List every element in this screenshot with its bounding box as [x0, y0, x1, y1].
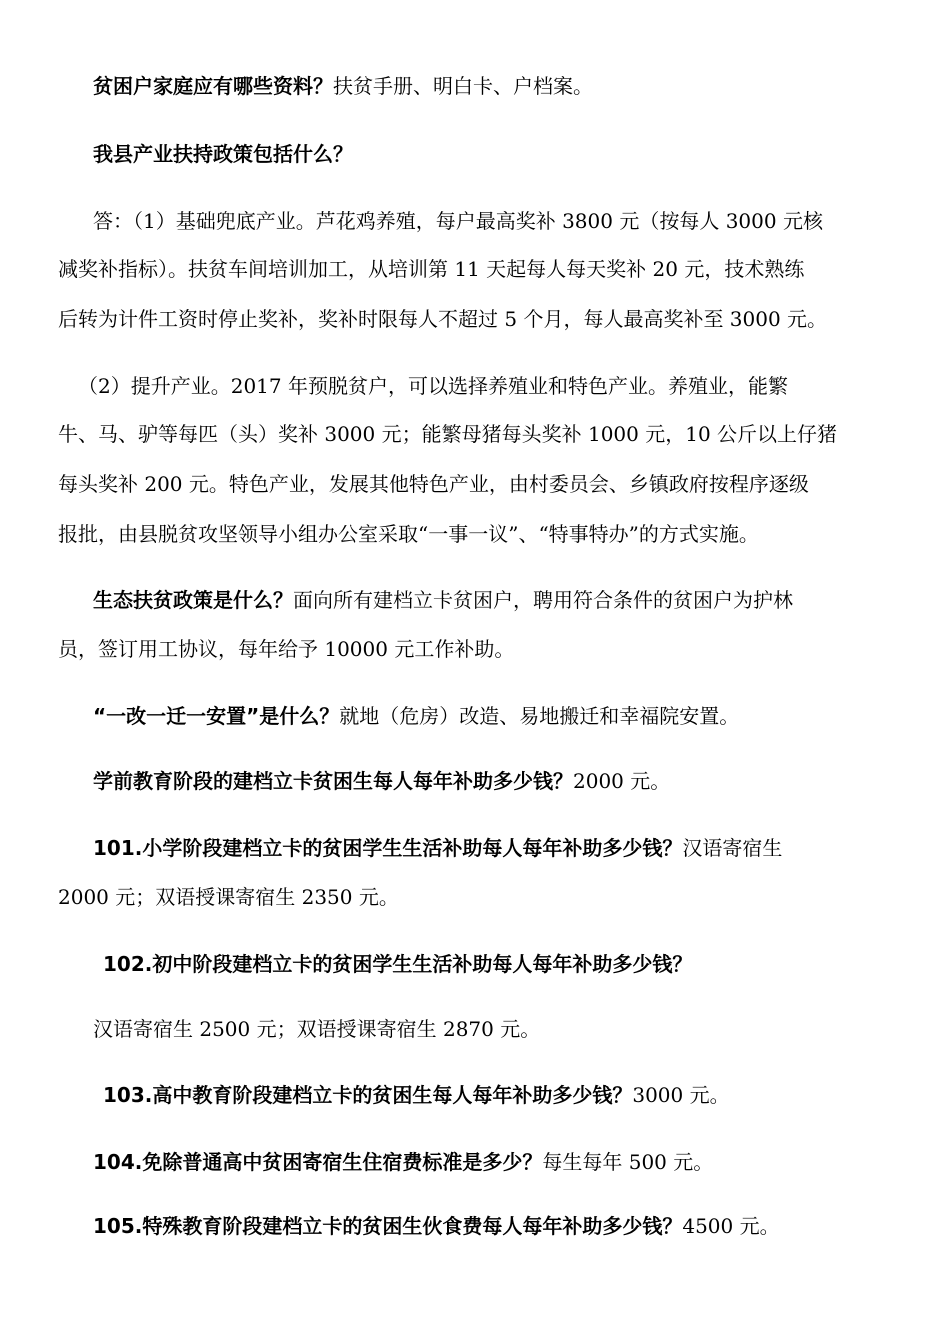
question-text: 102.初中阶段建档立卡的贫困学生生活补助每人每年补助多少钱？	[103, 952, 693, 976]
paragraph-line: 答：（1）基础兜底产业。芦花鸡养殖，每户最高奖补 3800 元（按每人 3000 元核	[93, 209, 823, 233]
question-text: 104.免除普通高中贫困寄宿生住宿费标准是多少？	[93, 1150, 543, 1174]
paragraph-line: 减奖补指标）。扶贫车间培训加工，从培训第 11 天起每人每天奖补 20 元，技术熟练	[58, 257, 805, 281]
qa-line	[93, 767, 670, 795]
question-text: 105.特殊教育阶段建档立卡的贫困生伙食费每人每年补助多少钱？	[93, 1214, 683, 1238]
question-text: 生态扶贫政策是什么？	[93, 588, 293, 612]
paragraph-line: 牛、马、驴等每匹（头）奖补 3000 元；能繁母猪每头奖补 1000 元，10 公斤以上仔猪	[58, 422, 838, 446]
qa-line	[93, 1148, 713, 1176]
question-text: 101.小学阶段建档立卡的贫困学生生活补助每人每年补助多少钱？	[93, 836, 683, 860]
qa-line	[103, 950, 692, 978]
qa-line	[93, 72, 593, 100]
answer-continuation: 2000 元；双语授课寄宿生 2350 元。	[58, 885, 399, 909]
paragraph-line: 每头奖补 200 元。特色产业，发展其他特色产业，由村委员会、乡镇政府按程序逐级	[58, 472, 809, 496]
paragraph-line: （2）提升产业。2017 年预脱贫户，可以选择养殖业和特色产业。养殖业，能繁	[78, 374, 788, 398]
answer-text: 每生每年 500 元。	[542, 1150, 714, 1174]
answer-line: 汉语寄宿生 2500 元；双语授课寄宿生 2870 元。	[93, 1017, 541, 1041]
answer-text: 2000 元。	[573, 769, 671, 793]
answer-text: 汉语寄宿生	[682, 836, 783, 860]
answer-text: 就地（危房）改造、易地搬迁和幸福院安置。	[339, 704, 740, 728]
answer-text: 扶贫手册、明白卡、户档案。	[333, 74, 593, 98]
paragraph-line: 后转为计件工资时停止奖补，奖补时限每人不超过 5 个月，每人最高奖补至 3000 元。	[58, 307, 828, 331]
answer-text: 面向所有建档立卡贫困户，聘用符合条件的贫困户为护林	[293, 588, 793, 612]
answer-text: 3000 元。	[632, 1083, 730, 1107]
qa-line	[103, 1081, 730, 1109]
question-text: 我县产业扶持政策包括什么？	[93, 142, 353, 166]
qa-line	[93, 834, 782, 862]
question-text: 学前教育阶段的建档立卡贫困生每人每年补助多少钱？	[93, 769, 573, 793]
paragraph-line: 报批，由县脱贫攻坚领导小组办公室采取“一事一议”、“特事特办”的方式实施。	[58, 522, 759, 546]
qa-line	[93, 586, 793, 614]
answer-text: 4500 元。	[682, 1214, 780, 1238]
qa-line	[93, 1212, 780, 1240]
qa-line	[93, 140, 353, 168]
question-text: 103.高中教育阶段建档立卡的贫困生每人每年补助多少钱？	[103, 1083, 633, 1107]
answer-continuation: 员，签订用工协议，每年给予 10000 元工作补助。	[58, 637, 515, 661]
qa-line	[93, 702, 739, 730]
question-text: 贫困户家庭应有哪些资料？	[93, 74, 333, 98]
question-text: “一改一迁一安置”是什么？	[93, 704, 340, 728]
